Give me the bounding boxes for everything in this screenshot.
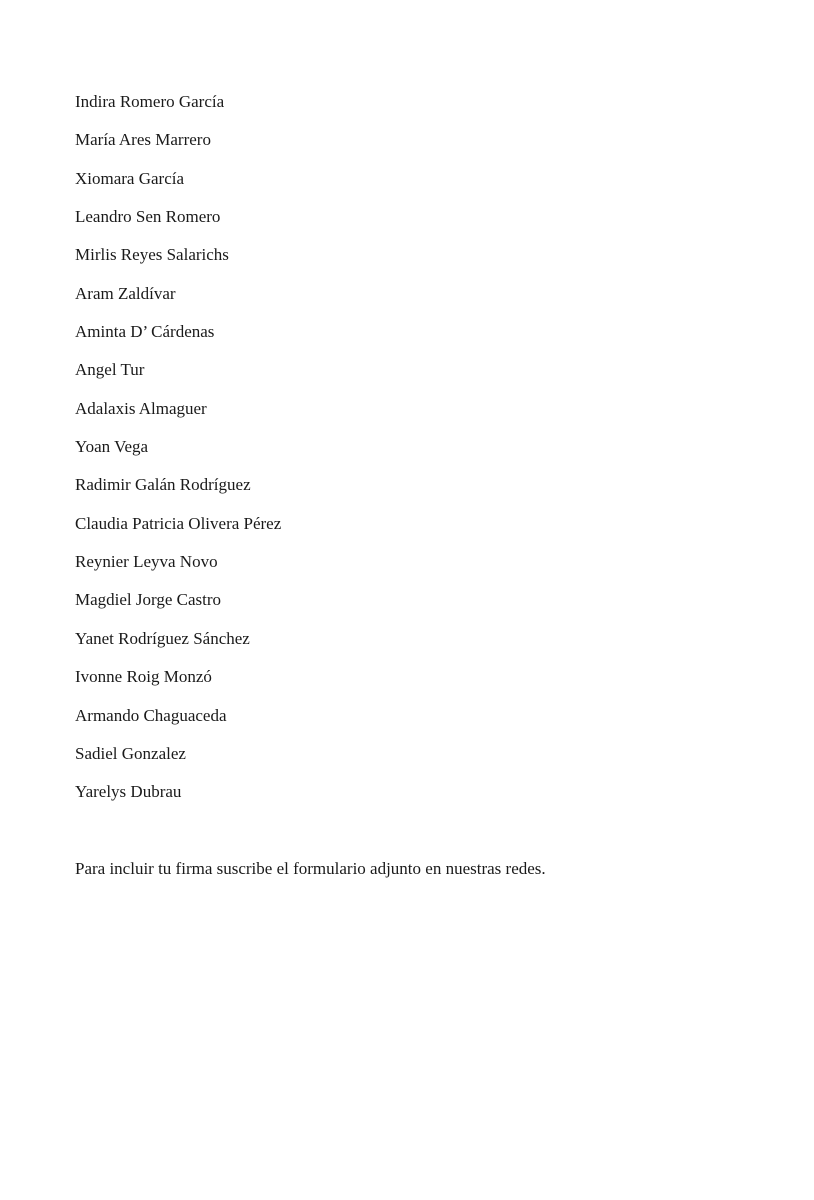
- signatory-name: Armando Chaguaceda: [75, 705, 227, 725]
- signatory-list: [75, 89, 281, 818]
- signatory-name: Mirlis Reyes Salarichs: [75, 245, 229, 265]
- signatory-name: Yarelys Dubrau: [75, 782, 182, 802]
- signatory-name: Yoan Vega: [75, 437, 149, 457]
- signatory-name: Claudia Patricia Olivera Pérez: [75, 513, 282, 533]
- signatory-name: Yanet Rodríguez Sánchez: [75, 628, 250, 648]
- signatory-name: Aram Zaldívar: [75, 283, 176, 303]
- signatory-name: Angel Tur: [75, 360, 145, 380]
- signatory-name: Indira Romero García: [75, 92, 225, 111]
- signatory-name: Adalaxis Almaguer: [75, 398, 207, 418]
- signatory-name: Ivonne Roig Monzó: [75, 667, 212, 687]
- signatory-name: María Ares Marrero: [75, 130, 211, 150]
- signatory-name: Reynier Leyva Novo: [75, 552, 218, 572]
- closing-note: Para incluir tu firma suscribe el formulario adjunto en nuestras redes.: [75, 859, 546, 878]
- signatory-name: Sadiel Gonzalez: [75, 743, 186, 763]
- signatory-name: Xiomara García: [75, 168, 185, 188]
- signatory-name: Leandro Sen Romero: [75, 207, 221, 227]
- signatory-name: Radimir Galán Rodríguez: [75, 475, 251, 495]
- signatory-name: Magdiel Jorge Castro: [75, 590, 222, 610]
- signatory-name: Aminta D’ Cárdenas: [75, 322, 215, 342]
